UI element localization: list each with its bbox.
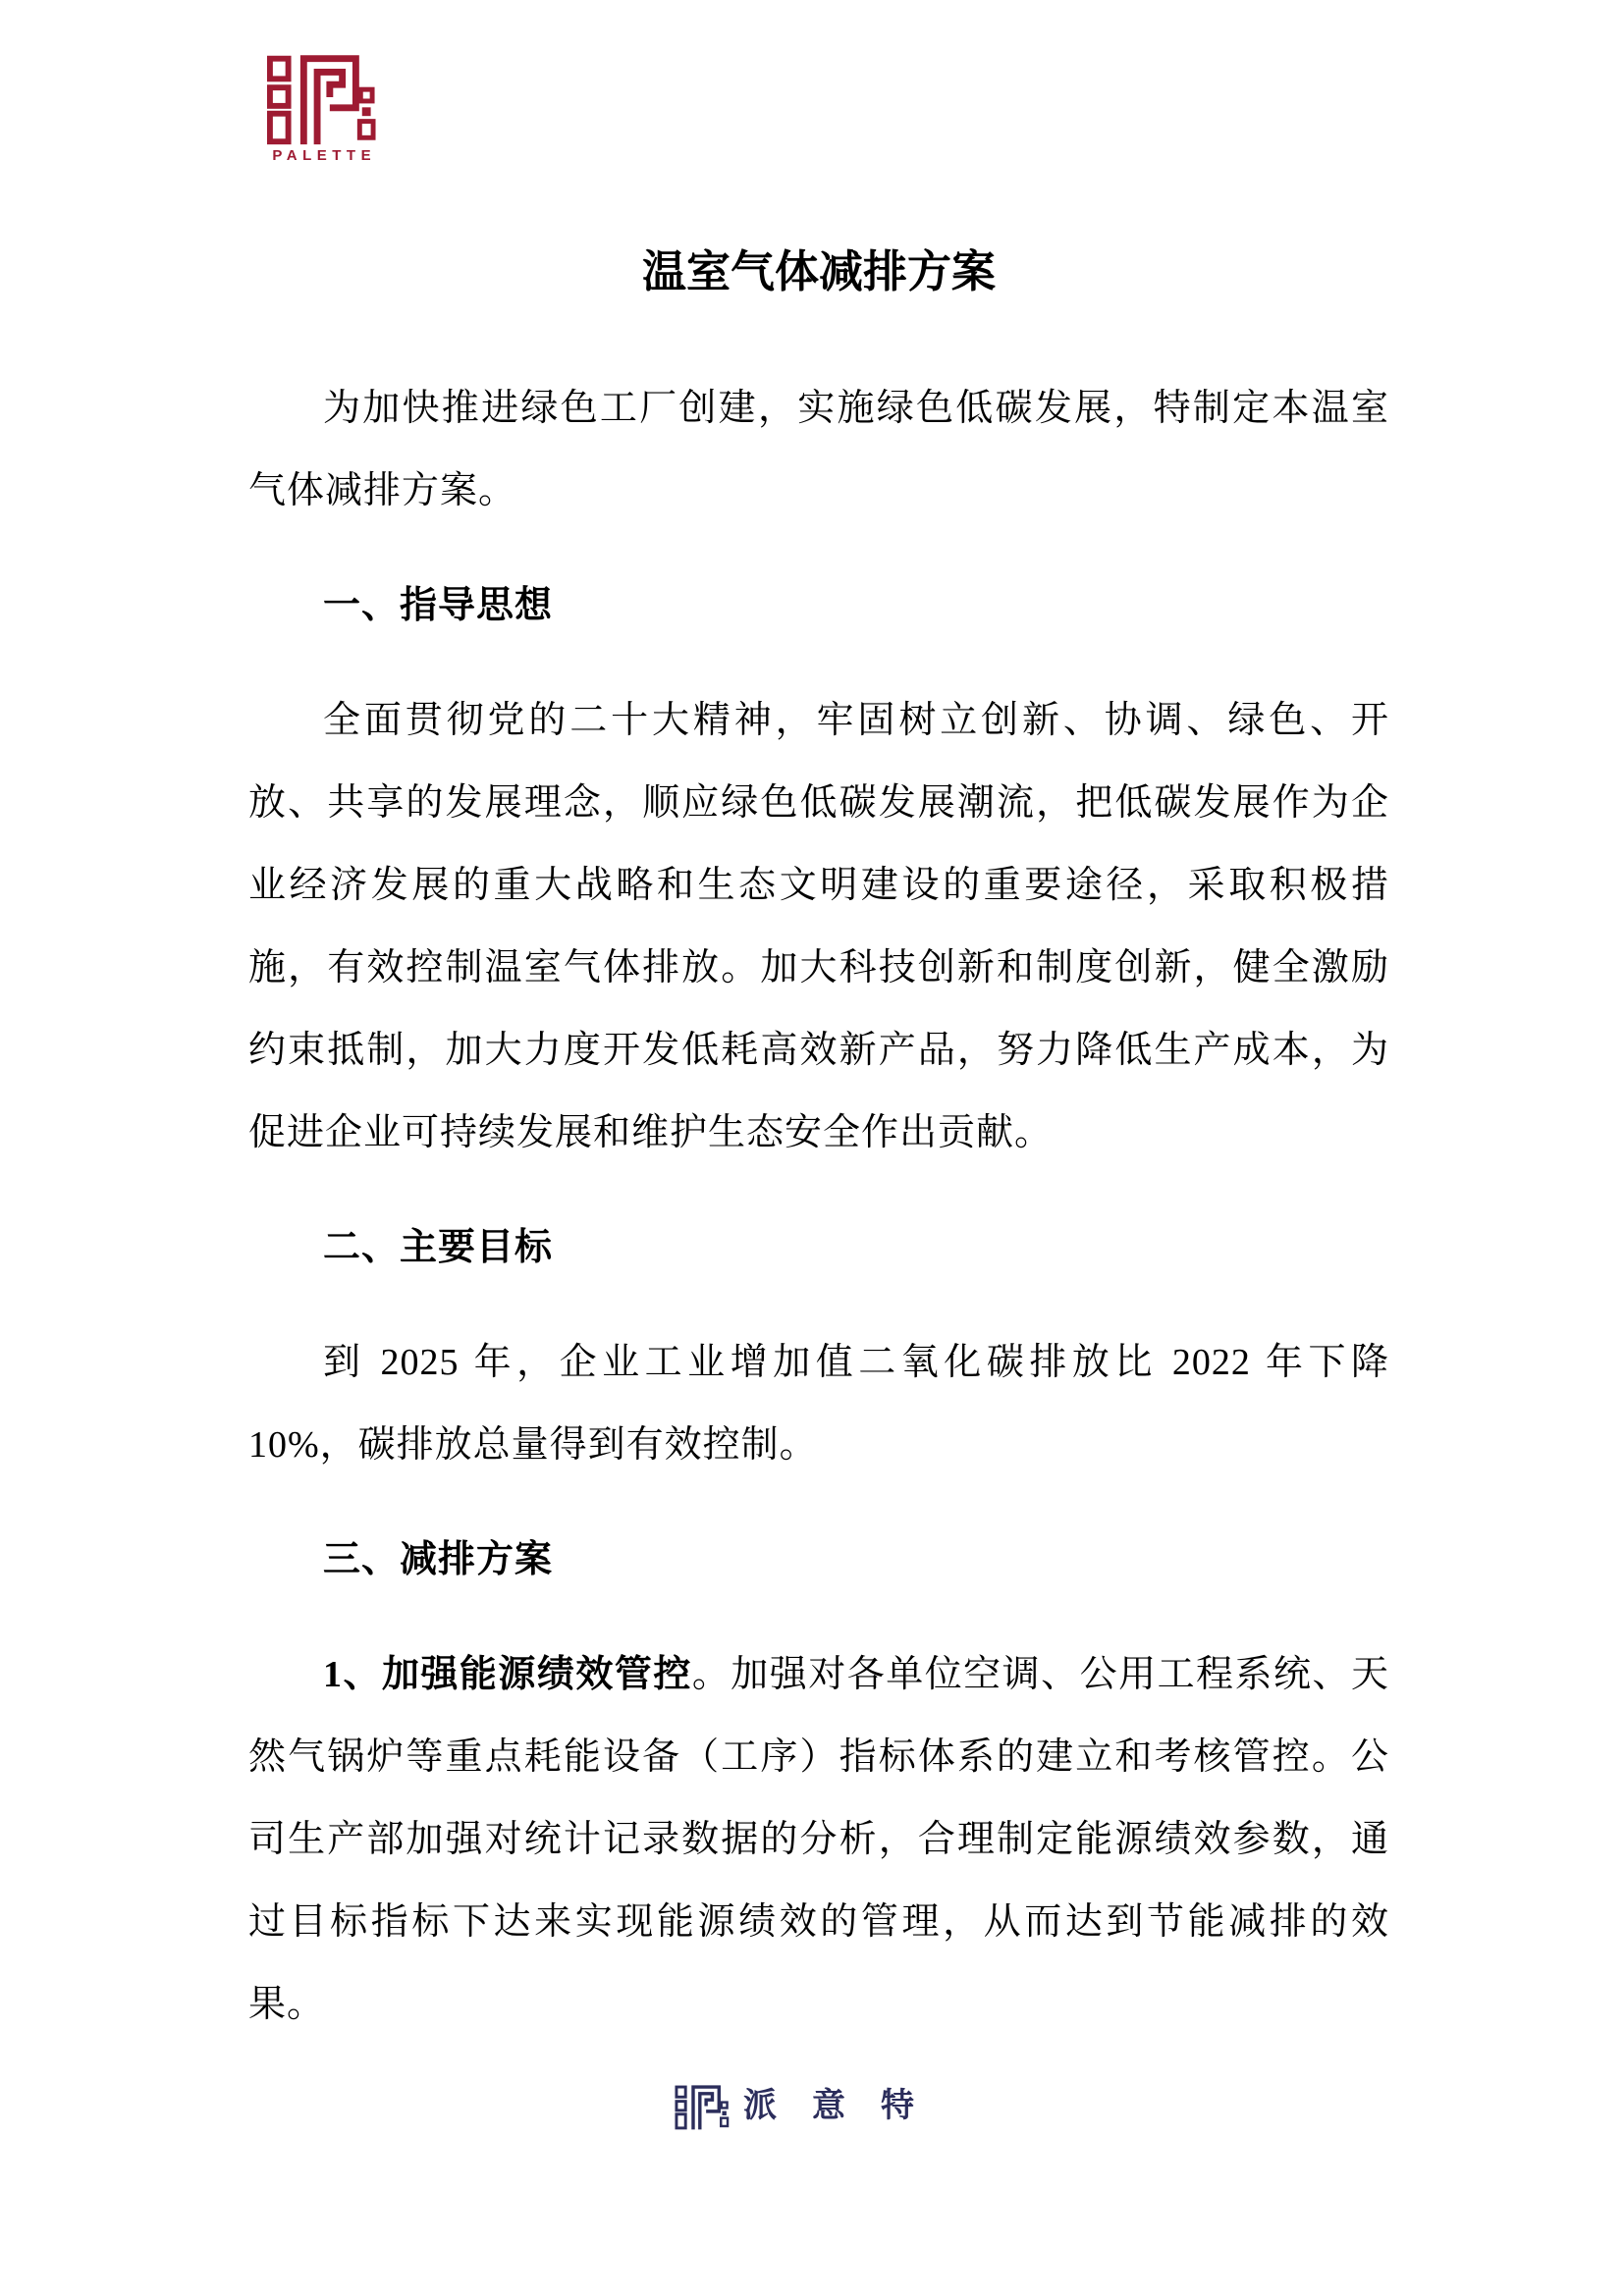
footer-brand-word: 派意特	[743, 2088, 949, 2124]
section-2-paragraph: 到 2025 年，企业工业增加值二氧化碳排放比 2022 年下降 10%，碳排放总量得到有效控制。	[248, 1342, 1389, 1466]
page-title: 温室气体减排方案	[641, 247, 996, 296]
intro-paragraph: 为加快推进绿色工厂创建，实施绿色低碳发展，特制定本温室气体减排方案。	[248, 388, 1389, 511]
section-1-paragraph: 全面贯彻党的二十大精神，牢固树立创新、协调、绿色、开放、共享的发展理念，顺应绿色低碳发展潮流，把低碳发展作为企业经济发展的重大战略和生态文明建设的重要途径，采取积极措施，有效控制温室气体排放。加大科技创新和制度创新，健全激励约束抵制，加大力度开发低耗高效新产品，努力降低生产成本，为促进企业可持续发展和维护生态安全作出贡献。	[248, 700, 1389, 1153]
section-3-item-1-body: 。加强对各单位空调、公用工程系统、天然气锅炉等重点耗能设备（工序）指标体系的建立和考核管控。公司生产部加强对统计记录数据的分析，合理制定能源绩效参数，通过目标指标下达来实现能源绩效的管理，从而达到节能减排的效果。	[248, 1654, 1389, 2025]
footer-brand	[0, 2083, 1624, 2130]
section-2-heading: 二、主要目标	[323, 1227, 554, 1268]
section-3-item-1-lead: 1、加强能源绩效管控	[323, 1654, 692, 1695]
section-3-item-1	[248, 1633, 1389, 2046]
palette-logo-word: PALETTE	[272, 147, 377, 164]
paiyite-logo-icon	[675, 2083, 730, 2130]
section-3-heading: 三、减排方案	[323, 1539, 554, 1580]
document-body	[248, 0, 1389, 2046]
section-1-heading: 一、指导思想	[323, 585, 554, 626]
